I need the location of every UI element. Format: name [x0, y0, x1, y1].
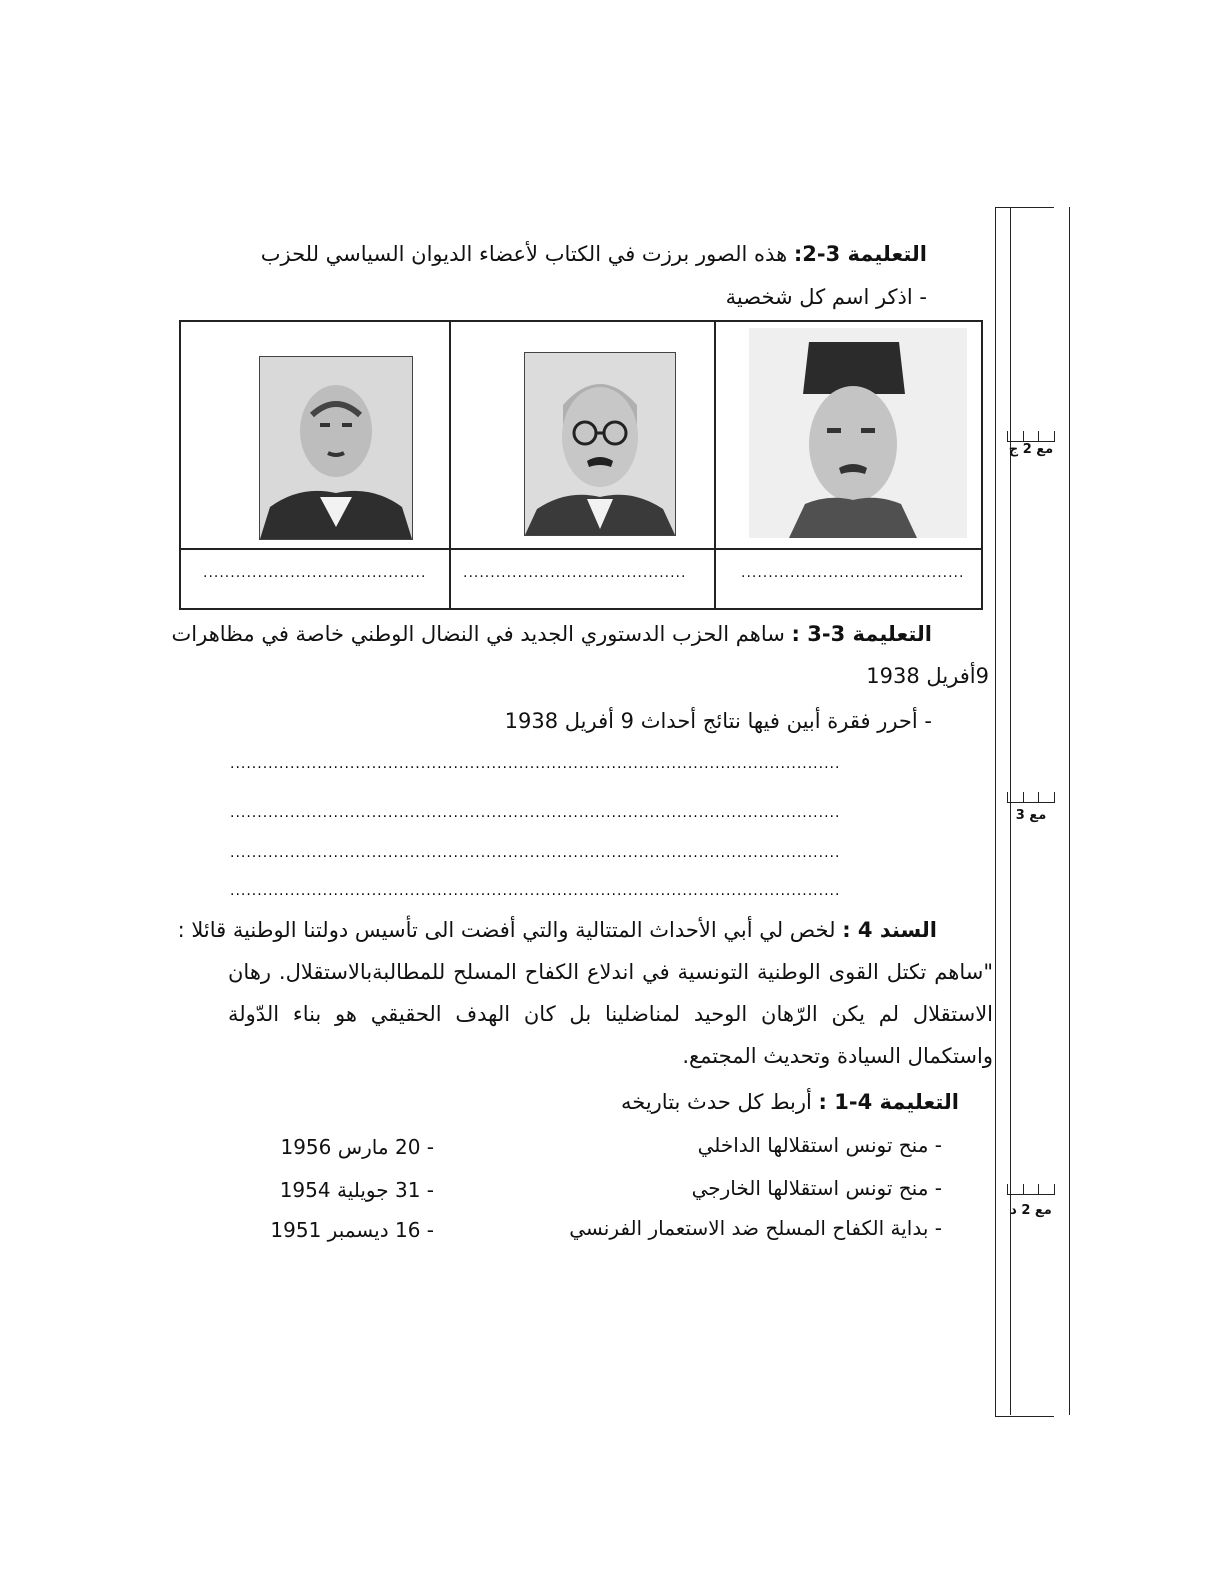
portrait-photo-left	[259, 356, 413, 540]
doc4-quote: "ساهم تكتل القوى الوطنية التونسية في اندلاع الكفاح المسلح للمطالبةبالاستقلال. رهان الاستقلال لم يكن الرّهان الوحيد لمناضلينا بل كان الهدف الحقيقي هو بناء الدّولة واستكمال السيادة وتحديث المجتمع.	[228, 960, 993, 1068]
score-box-2	[1007, 792, 1055, 803]
answer-line-2[interactable]: ................................................................................................................	[230, 805, 841, 821]
score-box-1	[1007, 431, 1055, 442]
q4-1-text: أربط كل حدث بتاريخه	[621, 1090, 812, 1114]
answer-line-3[interactable]: ................................................................................................................	[230, 845, 841, 861]
table-divider-2	[714, 322, 716, 608]
doc4-label: السند 4 :	[842, 918, 937, 942]
answer-blank-left[interactable]: .........................................	[203, 565, 427, 581]
q3-3-line1	[171, 620, 932, 648]
q3-3-instruction: - أحرر فقرة أبين فيها نتائج أحداث 9 أفريل 1938	[504, 709, 932, 733]
q3-3-label: التعليمة 3-3 :	[791, 622, 932, 646]
portrait-photo-middle	[524, 352, 676, 536]
score-label-1: مع 2 ج	[1008, 442, 1054, 457]
q3-3-line2: 9أفريل 1938	[866, 664, 989, 688]
answer-blank-right[interactable]: .........................................	[741, 565, 965, 581]
q4-1-header	[559, 1088, 959, 1116]
event-1: - منح تونس استقلالها الداخلي	[697, 1133, 942, 1157]
date-2: - 31 جويلية 1954	[279, 1178, 434, 1202]
event-3: - بداية الكفاح المسلح ضد الاستعمار الفرنسي	[569, 1216, 942, 1240]
photo-table	[179, 320, 983, 610]
q4-1-label: التعليمة 4-1 :	[818, 1090, 959, 1114]
date-3: - 16 ديسمبر 1951	[270, 1218, 434, 1242]
answer-line-1[interactable]: ................................................................................................................	[230, 756, 841, 772]
q2-3-label: التعليمة 3-2:	[793, 242, 927, 266]
portrait-photo-right	[749, 328, 967, 538]
q3-3-text: ساهم الحزب الدستوري الجديد في النضال الوطني خاصة في مظاهرات	[171, 622, 785, 646]
event-2: - منح تونس استقلالها الخارجي	[691, 1176, 942, 1200]
date-1: - 20 مارس 1956	[280, 1135, 434, 1159]
score-box-3	[1007, 1184, 1055, 1195]
score-label-3: مع 2 د	[1010, 1203, 1052, 1218]
table-row-divider	[181, 548, 981, 550]
answer-line-4[interactable]: ................................................................................................................	[230, 883, 841, 899]
score-label-2: مع 3	[1015, 808, 1047, 823]
doc4-header	[177, 916, 937, 944]
table-divider-1	[449, 322, 451, 608]
answer-blank-middle[interactable]: .........................................	[463, 565, 687, 581]
q2-3-text: هذه الصور برزت في الكتاب لأعضاء الديوان السياسي للحزب	[260, 242, 788, 266]
q2-3-instruction: - اذكر اسم كل شخصية	[725, 285, 927, 309]
q2-3-header	[260, 240, 927, 268]
doc4-intro: لخص لي أبي الأحداث المتتالية والتي أفضت الى تأسيس دولتنا الوطنية قائلا :	[177, 918, 836, 942]
